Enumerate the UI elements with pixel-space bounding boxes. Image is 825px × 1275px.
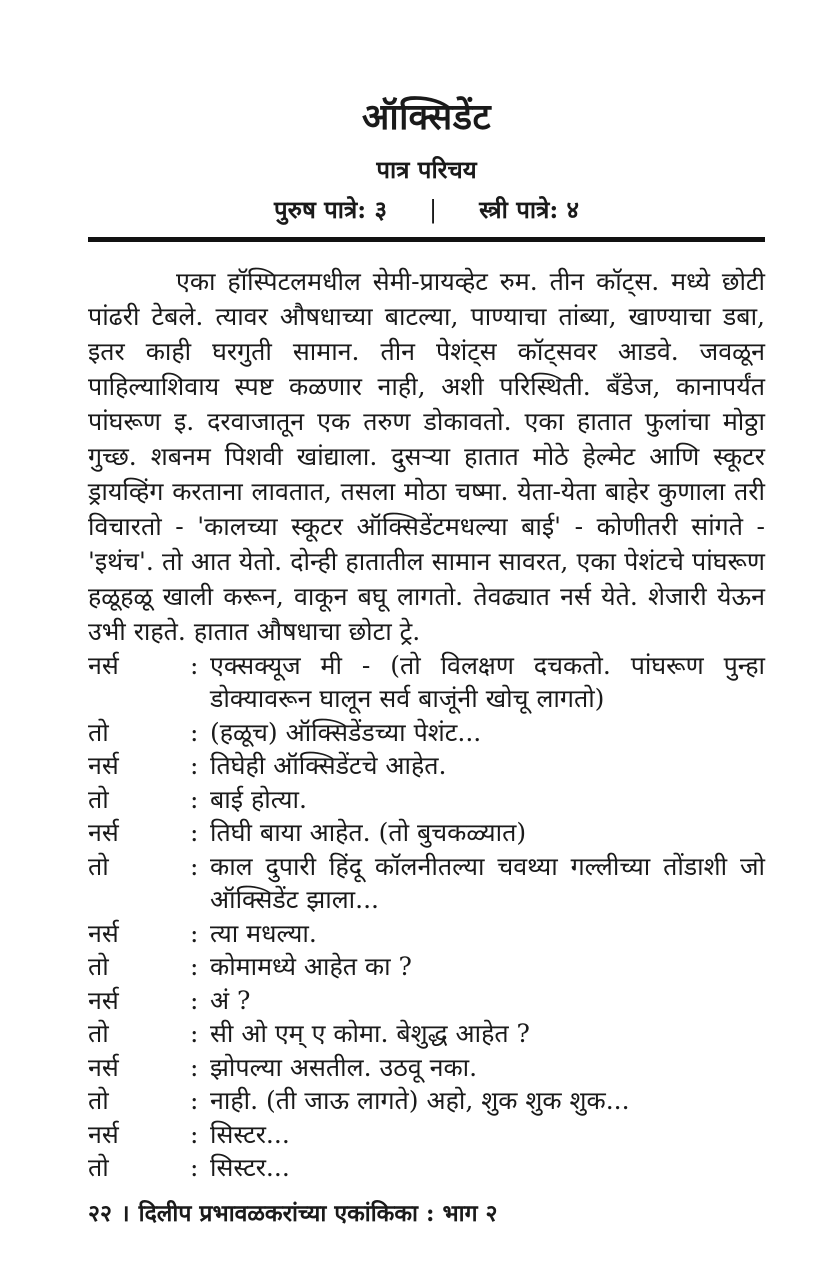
footer-separator: ।	[120, 1199, 130, 1227]
dialogue-row	[88, 1017, 765, 1051]
cast-counts-line	[88, 195, 765, 225]
speaker-name: तो	[88, 1153, 109, 1183]
dialogue-text: बाई होत्या.	[210, 784, 307, 814]
dialogue-row	[88, 1151, 765, 1185]
dialogue-text: सिस्टर...	[210, 1153, 290, 1183]
book-title: दिलीप प्रभावळकरांच्या एकांकिका : भाग २	[138, 1199, 498, 1227]
dialogue-row	[88, 649, 765, 716]
dialogue-row	[88, 1118, 765, 1152]
dialogue-text: नाही. (ती जाऊ लागते) अहो, शुक शुक शुक...	[210, 1086, 630, 1116]
dialogue-colon: :	[190, 1119, 199, 1149]
dialogue-text: एक्सक्यूज मी - (तो विलक्षण दचकतो. पांघरूण पुन्हा डोक्यावरून घालून सर्व बाजूंनी खोचू लागतो)	[210, 650, 765, 714]
dialogue-colon: :	[190, 1086, 199, 1116]
speaker-name: नर्स	[88, 818, 119, 848]
page-header	[88, 94, 765, 242]
dialogue-text: कोमामध्ये आहेत का ?	[210, 952, 412, 982]
play-title: ऑक्सिडेंट	[361, 96, 492, 138]
cast-intro-heading: पात्र परिचय	[376, 154, 477, 184]
dialogue-text: काल दुपारी हिंदू कॉलनीतल्या चवथ्या गल्लीच्या तोंडाशी जो ऑक्सिडेंट झाला...	[210, 851, 765, 915]
dialogue-colon: :	[190, 1052, 199, 1082]
dialogue-text: अं ?	[210, 985, 251, 1015]
speaker-name: नर्स	[88, 918, 119, 948]
dialogue-colon: :	[190, 918, 199, 948]
speaker-name: तो	[88, 784, 109, 814]
dialogue-colon: :	[190, 985, 199, 1015]
dialogue-text: तिघी बाया आहेत. (तो बुचकळ्यात)	[210, 818, 527, 848]
dialogue-colon: :	[190, 952, 199, 982]
speaker-name: नर्स	[88, 1052, 119, 1082]
dialogue-colon: :	[190, 1153, 199, 1183]
divider-rule	[88, 237, 765, 242]
dialogue-row	[88, 917, 765, 951]
dialogue-colon: :	[190, 851, 199, 881]
dialogue-text: सिस्टर...	[210, 1119, 290, 1149]
male-cast-count: पुरुष पात्रे: ३	[273, 194, 387, 224]
dialogue-row	[88, 816, 765, 850]
dialogue-row	[88, 783, 765, 817]
page-footer	[88, 1199, 765, 1229]
speaker-name: नर्स	[88, 985, 119, 1015]
dialogue-text: (हळूच) ऑक्सिडेंडच्या पेशंट...	[210, 717, 482, 747]
dialogue-colon: :	[190, 818, 199, 848]
dialogue-text: तिघेही ऑक्सिडेंटचे आहेत.	[210, 751, 447, 781]
dialogue-text: त्या मधल्या.	[210, 918, 317, 948]
page-number: २२	[88, 1199, 112, 1227]
dialogue-text: झोपल्या असतील. उठवू नका.	[210, 1052, 478, 1082]
speaker-name: तो	[88, 851, 109, 881]
dialogue-colon: :	[190, 1019, 199, 1049]
cast-separator-bar: |	[428, 195, 438, 224]
dialogue-row	[88, 950, 765, 984]
dialogue-colon: :	[190, 650, 199, 680]
dialogue-row	[88, 984, 765, 1018]
dialogue-colon: :	[190, 751, 199, 781]
dialogue-colon: :	[190, 717, 199, 747]
dialogue-colon: :	[190, 784, 199, 814]
stage-directions: एका हॉस्पिटलमधील सेमी-प्रायव्हेट रुम. तीन कॉट्स. मध्ये छोटी पांढरी टेबले. त्यावर औषधाच्या बाटल्या, पाण्याचा तांब्या, खाण्याचा डबा, इतर काही घरगुती सामान. तीन पेशंट्स कॉट्सवर आडवे. जवळून पाहिल्याशिवाय स्पष्ट कळणार नाही, अशी परिस्थिती. बँडेज, कानापर्यंत पांघरूण इ. दरवाजातून एक तरुण डोकावतो. एका हातात फुलांचा मोठ्ठा गुच्छ. शबनम पिशवी खांद्याला. दुसऱ्या हातात मोठे हेल्मेट आणि स्कूटर ड्रायव्हिंग करताना लावतात, तसला मोठा चष्मा. येता-येता बाहेर कुणाला तरी विचारतो - 'कालच्या स्कूटर ऑक्सिडेंटमधल्या बाई' - कोणीतरी सांगते - 'इथंच'. तो आत येतो. दोन्ही हातातील सामान सावरत, एका पेशंटचे पांघरूण हळूहळू खाली करून, वाकून बघू लागतो. तेवढ्यात नर्स येते. शेजारी येऊन उभी राहते. हातात औषधाचा छोटा ट्रे.	[88, 266, 765, 646]
page-body	[88, 264, 765, 1185]
speaker-name: तो	[88, 952, 109, 982]
speaker-name: नर्स	[88, 751, 119, 781]
dialogue-list	[88, 649, 765, 1185]
dialogue-row	[88, 716, 765, 750]
dialogue-text: सी ओ एम् ए कोमा. बेशुद्ध आहेत ?	[210, 1019, 530, 1049]
female-cast-count: स्त्री पात्रे: ४	[479, 194, 580, 224]
dialogue-row	[88, 1084, 765, 1118]
dialogue-row	[88, 749, 765, 783]
dialogue-row	[88, 850, 765, 917]
speaker-name: तो	[88, 1086, 109, 1116]
dialogue-row	[88, 1051, 765, 1085]
speaker-name: तो	[88, 717, 109, 747]
speaker-name: नर्स	[88, 1119, 119, 1149]
speaker-name: तो	[88, 1019, 109, 1049]
speaker-name: नर्स	[88, 650, 119, 680]
